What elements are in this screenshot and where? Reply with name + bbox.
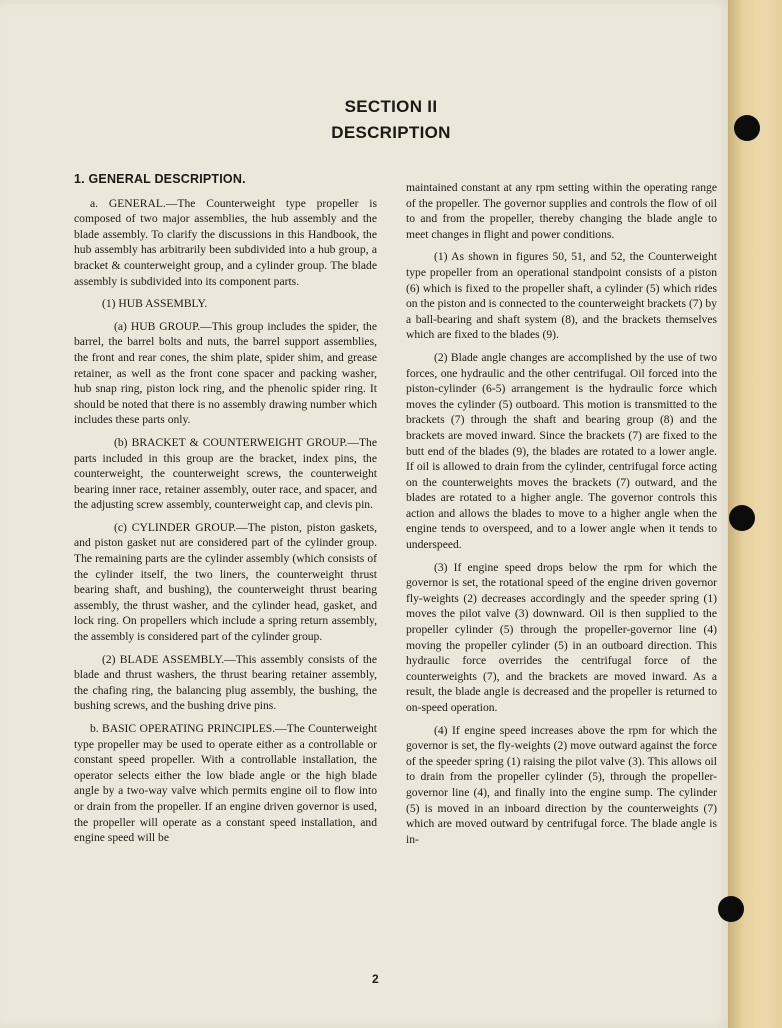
left-column xyxy=(74,172,377,853)
paragraph-point-4: (4) If engine speed increases above the rpm for which the governor is set, the fly-weights (2) move outward against the force of the speeder spring (1) raising the pilot valve (3). This allows oil to drain from the propeller cylinder (5), through the propeller-governor line (4), and finally into the engine sump. The cylinder (5) is moved in an inboard direction by the counterweights (7) which are moved outward by centrifugal force. The blade angle is in- xyxy=(406,723,717,846)
paragraph-continued: maintained constant at any rpm setting within the operating range of the propeller. The governor supplies and controls the flow of oil to and from the propeller, thereby changing the blade angle to meet changes in flight and power conditions. xyxy=(406,181,717,241)
paragraph-point-1: (1) As shown in figures 50, 51, and 52, the Counterweight type propeller from an operational standpoint consists of a piston (6) which is fixed to the propeller shaft, a cylinder (5) which rides on the piston and is connected to the counterweight brackets (7) by a ball-bearing and shaft system (8), and the brackets themselves which are fixed to the blades (9). xyxy=(406,250,717,342)
right-column xyxy=(406,180,717,847)
paragraph-point-3: (3) If engine speed drops below the rpm for which the governor is set, the rotational speed of the engine driven governor fly-weights (2) decreases accordingly and the speeder spring (1) moves the pilot valve (3) downward. Oil is then supplied to the propeller cylinder (5) through the propeller-governor line (4) moving the propeller cylinder (5) in an outboard direction. This hydraulic force overrides the centrifugal force of the counterweights (7), and the brackets are moved inward. As a result, the blade angle is decreased and the propeller is returned to on-speed operation. xyxy=(406,560,717,714)
paragraph-basic-principles: b. BASIC OPERATING PRINCIPLES.—The Counterweight type propeller may be used to operate either as a controllable or constant speed propeller. With a controllable installation, the operator selects either the low blade angle or the high blade angle by a two-way valve which permits engine oil to flow into or drain from the propeller. If an engine driven governor is used, the propeller will operate as a constant speed installation, and engine speed will be xyxy=(74,722,377,845)
paragraph-general: a. GENERAL.—The Counterweight type propeller is composed of two major assemblies, the hub assembly and the blade assembly. To clarify the discussions in this Handbook, the hub assembly has arbitrarily been subdivided into a hub group, a bracket & counterweight group, and a cylinder group. The blade assembly is subdivided into its component parts. xyxy=(74,196,377,288)
section-number: SECTION II xyxy=(344,97,438,116)
section-title: DESCRIPTION xyxy=(331,123,451,142)
page-number: 2 xyxy=(372,972,379,986)
paragraph-hub-group: (a) HUB GROUP.—This group includes the spider, the barrel, the barrel bolts and nuts, the barrel support assemblies, the front and rear cones, the shim plate, spider shim, and grease retainer, as well as the front cone spacer and packing washer, hub snap ring, piston lock ring, and the phenolic spider ring. It should be noted that there is no assembly drawing number which includes these parts only. xyxy=(74,319,377,427)
paragraph-cylinder-group: (c) CYLINDER GROUP.—The piston, piston gaskets, and piston gasket nut are considered part of the cylinder group. The remaining parts are the cylinder assembly (which consists of the cylinder itself, the two liners, the counterweight thrust bearing shaft, and bushing), the counterweight thrust bearing assembly, the thrust washer, and the cylinder head, gasket, and lock ring. On propellers which include a spring return assembly, the assembly is considered part of the cylinder group. xyxy=(74,520,377,644)
punch-hole-middle xyxy=(729,505,755,531)
punch-hole-bottom xyxy=(718,896,744,922)
general-description-heading: 1. GENERAL DESCRIPTION. xyxy=(74,172,246,186)
paragraph-point-2: (2) Blade angle changes are accomplished by the use of two forces, one hydraulic and the other centrifugal. Oil forced into the piston-cylinder (6-5) arrangement is the hydraulic force which moves the cylinder (5) outboard. This motion is transmitted to the brackets (7) through the shaft and bearing group (8) and the brackets are moved inward. Since the brackets (7) are fixed to the butt end of the blades (9), the blades are rotated to a lower angle. If oil is allowed to drain from the cylinder, centrifugal force acting on the counterweights moves the brackets (7) outward, and the blades are rotated to a higher angle. The governor controls this action and allows the blades to move to a higher angle when the engine tends to overspeed, and to a lower angle when it tends to underspeed. xyxy=(406,350,717,552)
paragraph-bracket-group: (b) BRACKET & COUNTERWEIGHT GROUP.—The parts included in this group are the bracket, index pins, the counterweight, the counterweight screws, the counterweight bearing inner race, retainer assembly, outer race, and spacer, and the adjusting screw assembly, counterweight cap, and clevis pin. xyxy=(74,435,377,512)
paragraph-blade-assembly: (2) BLADE ASSEMBLY.—This assembly consists of the blade and thrust washers, the thrust bearing retainer assembly, the chafing ring, the balancing plug assembly, the bushing, the bushing screws, and the bushing drive pins. xyxy=(74,652,377,713)
paragraph-hub-assembly: (1) HUB ASSEMBLY. xyxy=(102,297,208,311)
